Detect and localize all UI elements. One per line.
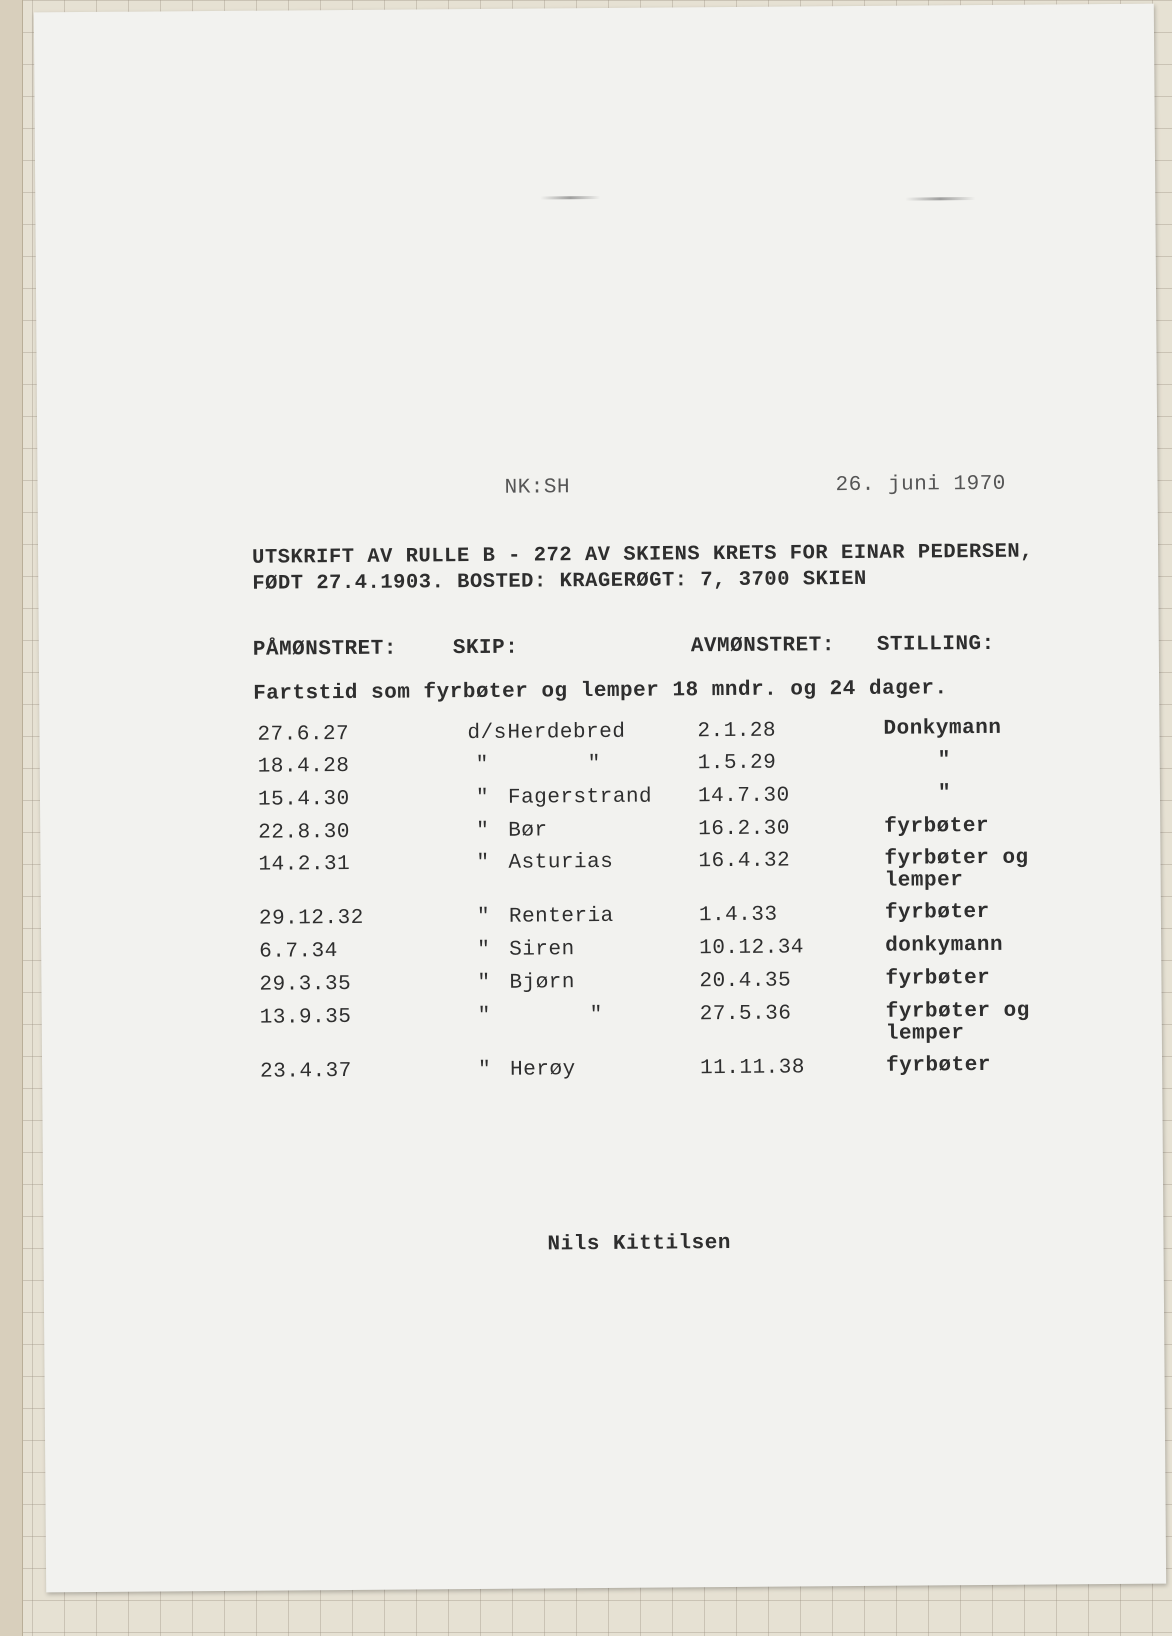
position-title-line: Donkymann bbox=[883, 716, 1002, 741]
signed-on-date: 15.4.30 bbox=[257, 787, 350, 812]
position-title-line: donkymann bbox=[885, 933, 1004, 958]
position-title-line: fyrbøter og bbox=[885, 999, 1030, 1024]
document-title-line-1: UTSKRIFT AV RULLE B - 272 AV SKIENS KRETS FOR EINAR PEDERSEN, bbox=[252, 540, 1034, 570]
signed-on-date: 18.4.28 bbox=[257, 754, 350, 779]
position-title bbox=[884, 750, 951, 773]
ship-name: Herøy bbox=[510, 1058, 576, 1082]
column-header-avmonstret: AVMØNSTRET: bbox=[690, 634, 836, 659]
position-title-line: " bbox=[937, 782, 952, 806]
table-row bbox=[258, 846, 1029, 893]
ship-name: " bbox=[587, 752, 601, 777]
position-title bbox=[885, 968, 990, 991]
ship-name: Fagerstrand bbox=[507, 785, 653, 810]
signed-on-date: 6.7.34 bbox=[259, 940, 338, 964]
column-header-stilling: STILLING: bbox=[876, 632, 995, 657]
binder-edge bbox=[0, 0, 23, 1636]
signed-on-date: 29.12.32 bbox=[258, 906, 364, 931]
ship-name: Asturias bbox=[508, 850, 614, 875]
position-title bbox=[884, 783, 951, 806]
ship-prefix: d/s bbox=[467, 721, 507, 746]
position-title-line: lemper bbox=[885, 1022, 965, 1046]
ship-prefix: " bbox=[478, 1058, 492, 1082]
position-title bbox=[884, 848, 1028, 893]
ship-name: Bjørn bbox=[509, 971, 576, 995]
ship-prefix: " bbox=[476, 905, 491, 929]
ship-prefix: " bbox=[477, 971, 491, 995]
position-title-line: fyrbøter bbox=[886, 1053, 992, 1078]
column-header-pamonstret: PÅMØNSTRET: bbox=[252, 637, 398, 662]
signed-off-date: 2.1.28 bbox=[697, 719, 777, 744]
position-title bbox=[884, 816, 989, 839]
table-row bbox=[258, 750, 1018, 788]
ship-prefix: " bbox=[475, 753, 489, 777]
signed-on-date: 23.4.37 bbox=[260, 1059, 352, 1084]
signed-on-date: 29.3.35 bbox=[259, 972, 352, 997]
table-row bbox=[259, 999, 1030, 1046]
signed-off-date: 14.7.30 bbox=[697, 784, 790, 809]
ship-name: " bbox=[589, 1003, 603, 1028]
position-title-line: fyrbøter bbox=[885, 966, 991, 991]
signed-off-date: 11.11.38 bbox=[700, 1056, 806, 1081]
signed-on-date: 22.8.30 bbox=[258, 820, 351, 845]
position-title-line: fyrbøter og bbox=[884, 846, 1029, 871]
signed-off-date: 16.4.32 bbox=[698, 849, 791, 874]
position-title-line: fyrbøter bbox=[884, 900, 990, 925]
position-title-line: fyrbøter bbox=[884, 814, 990, 839]
document-date: 26. juni 1970 bbox=[835, 472, 1006, 498]
position-title bbox=[886, 1055, 991, 1078]
document-page bbox=[34, 4, 1166, 1593]
sea-service-summary: Fartstid som fyrbøter og lemper 18 mndr. og 24 dager. bbox=[253, 677, 948, 706]
signed-off-date: 20.4.35 bbox=[699, 969, 792, 994]
signed-on-date: 27.6.27 bbox=[257, 722, 350, 747]
signed-off-date: 27.5.36 bbox=[699, 1002, 792, 1027]
position-title-line: lemper bbox=[884, 869, 964, 893]
signature-name: Nils Kittilsen bbox=[547, 1231, 732, 1257]
signed-off-date: 16.2.30 bbox=[698, 817, 791, 842]
document-title-line-2: FØDT 27.4.1903. BOSTED: KRAGERØGT: 7, 3700 SKIEN bbox=[252, 567, 867, 596]
ink-smudge bbox=[540, 196, 600, 199]
position-title bbox=[885, 902, 990, 925]
ship-prefix: " bbox=[476, 851, 490, 875]
signed-off-date: 1.5.29 bbox=[697, 751, 777, 776]
ship-name: Renteria bbox=[508, 904, 614, 929]
ship-name: Siren bbox=[509, 938, 575, 962]
signed-off-date: 1.4.33 bbox=[698, 903, 778, 928]
column-header-skip: SKIP: bbox=[452, 636, 519, 661]
position-title bbox=[885, 935, 1003, 958]
signed-on-date: 13.9.35 bbox=[259, 1005, 352, 1030]
ink-smudge bbox=[905, 197, 975, 201]
ship-prefix: " bbox=[477, 938, 491, 962]
signed-off-date: 10.12.34 bbox=[699, 936, 805, 961]
ship-prefix: " bbox=[476, 819, 490, 843]
position-title bbox=[883, 718, 1001, 741]
ship-prefix: " bbox=[477, 1004, 491, 1028]
ship-prefix: " bbox=[475, 786, 490, 810]
ship-name: Bør bbox=[508, 819, 548, 843]
signed-on-date: 14.2.31 bbox=[258, 852, 351, 877]
position-title bbox=[886, 1001, 1030, 1046]
reference-code: NK:SH bbox=[504, 476, 571, 500]
position-title-line: " bbox=[937, 749, 951, 773]
table-row bbox=[260, 1055, 1020, 1093]
ship-name: Herdebred bbox=[507, 720, 626, 745]
